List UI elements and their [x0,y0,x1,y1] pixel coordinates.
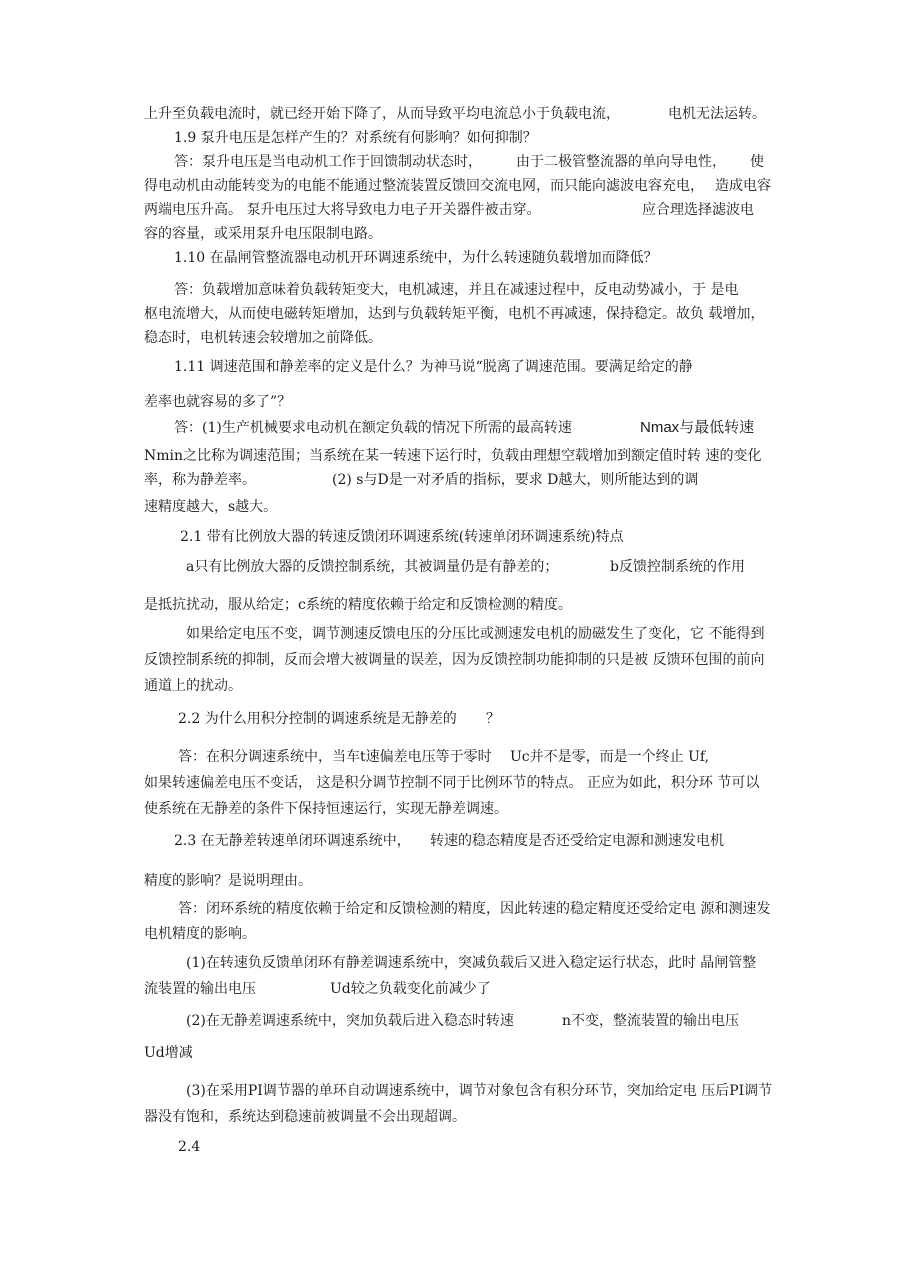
text-line: 如果给定电压不变，调节测速反馈电压的分压比或测速发电机的励磁发生了变化，它 不能得到 [186,626,765,642]
text-line-tail: 转速的稳态精度是否还受给定电源和测速发电机 [430,833,724,849]
text-line: 答：(1)生产机械要求电动机在额定负载的情况下所需的最高转速 [174,420,572,436]
text-line: 反馈控制系统的抑制，反而会增大被调量的误差，因为反馈控制功能抑制的只是被 反馈环包围的前向 [144,652,765,668]
question-heading: 2.4 [178,1139,201,1155]
text-line: 速精度越大，s越大。 [144,499,278,515]
text-line-tail: Uc并不是零，而是一个终止 Uf, [510,749,710,765]
question-heading: 2.1 带有比例放大器的转速反馈闭环调速系统(转速单闭环调速系统)特点 [180,529,624,545]
text-line: 精度的影响？是说明理由。 [144,873,312,889]
text-line: a只有比例放大器的反馈控制系统，其被调量仍是有静差的； [186,559,559,575]
text-line: 答：泵升电压是当电动机工作于回馈制动状态时， [174,154,482,170]
text-line: (1)在转速负反馈单闭环有静差调速系统中，突减负载后又进入稳定运行状态，此时 晶闸管整 [186,955,757,971]
question-heading: 2.2 为什么用积分控制的调速系统是无静差的 [178,711,457,727]
text-line: 答：在积分调速系统中，当车t速偏差电压等于零时 [178,749,492,765]
text-line: 上升至负载电流时，就已经开始下降了，从而导致平均电流总小于负载电流， [144,106,620,122]
text-line: 是抵抗扰动，服从给定；c系统的精度依赖于给定和反馈检测的精度。 [144,597,572,613]
text-line-tail: ？ [486,711,500,727]
text-line: Nmin之比称为调速范围；当系统在某一转速下运行时，负载由理想空载增加到额定值时转 速的变化 [144,448,762,464]
text-line: (2)在无静差调速系统中，突加负载后进入稳态时转速 [186,1013,514,1029]
question-heading: 1.10 在晶闸管整流器电动机开环调速系统中，为什么转速随负载增加而降低？ [174,250,658,266]
text-line-tail: (2) s与D是一对矛盾的指标，要求 D越大，则所能达到的调 [332,472,699,488]
text-line: 器没有饱和，系统达到稳速前被调量不会出现超调。 [144,1109,466,1125]
text-line: 枢电流增大，从而使电磁转矩增加，达到与负载转矩平衡，电机不再减速，保持稳定。故负 载增加， [144,306,765,322]
text-line-tail: 应合理选择滤波电 [642,202,754,218]
text-line: Ud增减 [144,1045,193,1061]
text-line: 答：负载增加意味着负载转矩变大，电机减速，并且在减速过程中，反电动势减小，于 是电 [174,282,739,298]
text-line-tail: b反馈控制系统的作用 [610,559,745,575]
text-line: 使系统在无静差的条件下保持恒速运行，实现无静差调速。 [144,801,508,817]
text-line-tail: 使 [750,154,764,170]
text-line: (3)在采用PI调节器的单环自动调速系统中，调节对象包含有积分环节，突加给定电 压后PI调节 [186,1083,773,1099]
text-line-tail: Nmax与最低转速 [640,419,755,436]
text-line-tail: n不变，整流装置的输出电压 [562,1013,740,1029]
text-line: 两端电压升高。 泵升电压过大将导致电力电子开关器件被击穿。 [144,202,541,218]
text-line: 如果转速偏差电压不变话， 这是积分调节控制不同于比例环节的特点。 正应为如此，积分环 节可以 [144,775,760,791]
text-line: 流装置的输出电压 [144,981,256,997]
text-line-mid: 由于二极管整流器的单向导电性， [516,154,726,170]
text-line: 率，称为静差率。 [144,472,256,488]
text-line-tail: 造成电容 [715,178,771,194]
question-heading: 2.3 在无静差转速单闭环调速系统中， [174,833,411,849]
text-line: 稳态时，电机转速会较增加之前降低。 [144,330,382,346]
text-line-tail: 电机无法运转。 [668,106,766,122]
text-line: 差率也就容易的多了”？ [144,394,292,410]
text-line: 通道上的扰动。 [144,678,242,694]
text-line: 得电动机由动能转变为的电能不能通过整流装置反馈回交流电网，而只能向滤波电容充电， [144,178,704,194]
text-line: 电机精度的影响。 [144,926,256,942]
text-line: 容的容量，或采用泵升电压限制电路。 [144,226,382,242]
question-heading: 1.11 调速范围和静差率的定义是什么？为神马说“脱离了调速范围。要满足给定的静 [174,359,693,375]
text-line-tail: Ud较之负载变化前减少了 [330,981,491,997]
text-line: 答：闭环系统的精度依赖于给定和反馈检测的精度，因此转速的稳定精度还受给定电 源和测速发 [178,901,771,917]
question-heading: 1.9 泵升电压是怎样产生的？对系统有何影响？如何抑制？ [174,130,537,146]
